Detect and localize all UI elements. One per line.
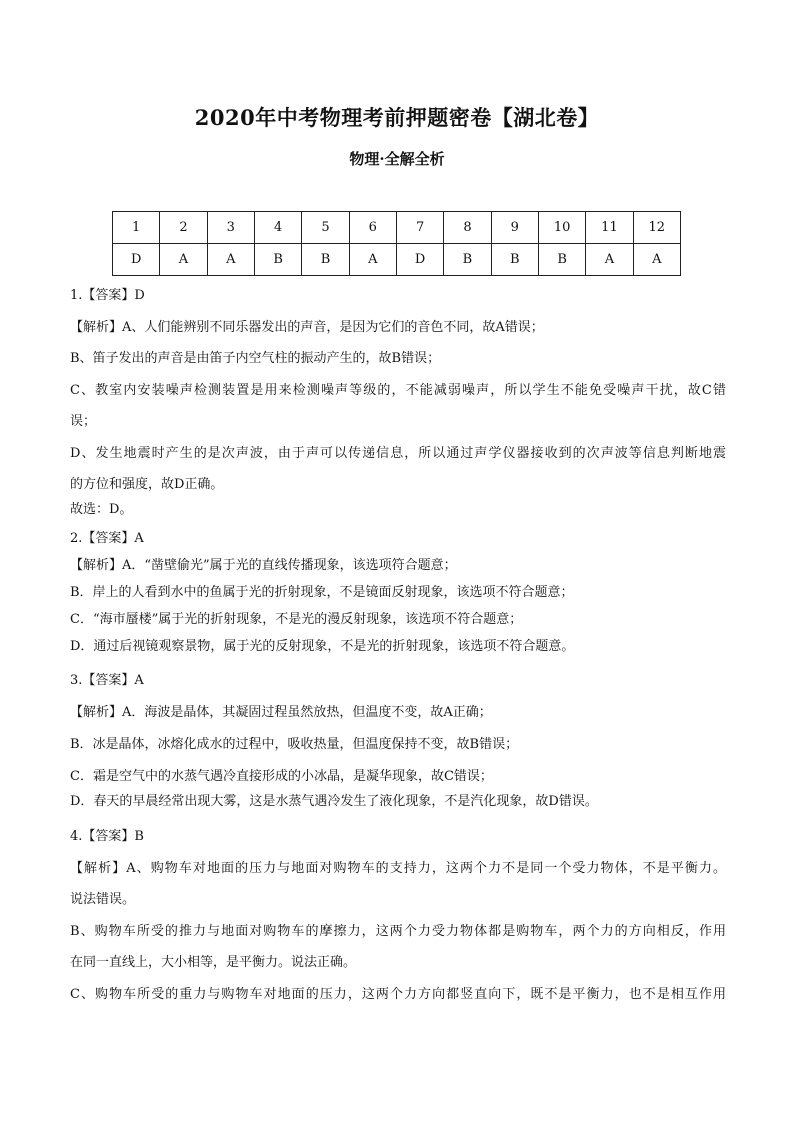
explanation-line: 的方位和强度，故D正确。 — [70, 477, 224, 492]
explanation-line: B、购物车所受的推力与地面对购物车的摩擦力，这两个力受力物体都是购物车，两个力的方向相反，作用 — [70, 924, 726, 939]
answer-cell: A — [633, 244, 680, 276]
question-number-cell: 10 — [538, 212, 585, 244]
page-title: 2020年中考物理考前押题密卷【湖北卷】 — [194, 105, 600, 130]
explanation-line: 说法错误。 — [70, 892, 136, 907]
explanation-line: 【解析】A、人们能辨别不同乐器发出的声音，是因为它们的音色不同，故A错误； — [70, 320, 544, 335]
answer-heading-q2: 2.【答案】A — [70, 531, 144, 546]
answer-cell: D — [396, 244, 443, 276]
question-number-cell: 4 — [254, 212, 301, 244]
answer-heading-q1: 1.【答案】D — [70, 288, 145, 303]
answer-cell: A — [349, 244, 396, 276]
answer-cell: B — [538, 244, 585, 276]
answer-cell: B — [491, 244, 538, 276]
answer-table-answer-row — [113, 244, 681, 276]
answer-cell: B — [254, 244, 301, 276]
explanation-line: C、购物车所受的重力与购物车对地面的压力，这两个力方向都竖直向下，既不是平衡力，也不是相互作用 — [70, 987, 726, 1002]
question-number-cell: 9 — [491, 212, 538, 244]
explanation-line: C．霜是空气中的水蒸气遇冷直接形成的小冰晶，是凝华现象，故C错误； — [70, 769, 493, 784]
answer-heading-q3: 3.【答案】A — [70, 673, 144, 688]
question-number-cell: 8 — [444, 212, 491, 244]
explanation-line: B．冰是晶体，冰熔化成水的过程中，吸收热量，但温度保持不变，故B错误； — [70, 737, 519, 752]
answer-heading-q4: 4.【答案】B — [70, 829, 144, 844]
explanation-line: 【解析】A、购物车对地面的压力与地面对购物车的支持力，这两个力不是同一个受力物体，不是平衡力。 — [70, 861, 726, 876]
question-number-cell: 11 — [586, 212, 633, 244]
explanation-line: D．通过后视镜观察景物，属于光的反射现象，不是光的折射现象，该选项不符合题意。 — [70, 639, 575, 654]
question-number-cell: 7 — [396, 212, 443, 244]
answer-cell: A — [586, 244, 633, 276]
question-number-cell: 2 — [160, 212, 207, 244]
question-number-cell: 5 — [302, 212, 349, 244]
answer-table — [112, 211, 681, 276]
explanation-line: 在同一直线上，大小相等，是平衡力。说法正确。 — [70, 955, 357, 970]
answer-cell: A — [160, 244, 207, 276]
conclusion-line: 故选：D。 — [70, 502, 133, 517]
question-number-cell: 1 — [113, 212, 160, 244]
explanation-line: C．“海市蜃楼”属于光的折射现象，不是光的漫反射现象，该选项不符合题意； — [70, 612, 523, 627]
answer-cell: B — [444, 244, 491, 276]
explanation-line: B、笛子发出的声音是由笛子内空气柱的振动产生的，故B错误； — [70, 351, 441, 366]
question-number-cell: 3 — [207, 212, 254, 244]
answer-cell: A — [207, 244, 254, 276]
question-number-cell: 6 — [349, 212, 396, 244]
explanation-line: 【解析】A．海波是晶体，其凝固过程虽然放热，但温度不变，故A正确； — [70, 705, 492, 720]
explanation-line: D、发生地震时产生的是次声波，由于声可以传递信息，所以通过声学仪器接收到的次声波等信息判断地震 — [70, 446, 726, 461]
explanation-line: C、教室内安装噪声检测装置是用来检测噪声等级的，不能减弱噪声，所以学生不能免受噪声干扰，故C错 — [70, 383, 726, 398]
explanation-line: 【解析】A．“凿壁偷光”属于光的直线传播现象，该选项符合题意； — [70, 558, 457, 573]
explanation-line: B．岸上的人看到水中的鱼属于光的折射现象，不是镜面反射现象，该选项不符合题意； — [70, 585, 574, 600]
question-number-cell: 12 — [633, 212, 680, 244]
explanation-line: 误； — [70, 414, 97, 429]
answer-cell: B — [302, 244, 349, 276]
page-subtitle: 物理·全解全析 — [349, 150, 445, 168]
explanation-line: D．春天的早晨经常出现大雾，这是水蒸气遇冷发生了液化现象，不是汽化现象，故D错误。 — [70, 794, 598, 809]
answer-cell: D — [113, 244, 160, 276]
answer-table-number-row — [113, 212, 681, 244]
